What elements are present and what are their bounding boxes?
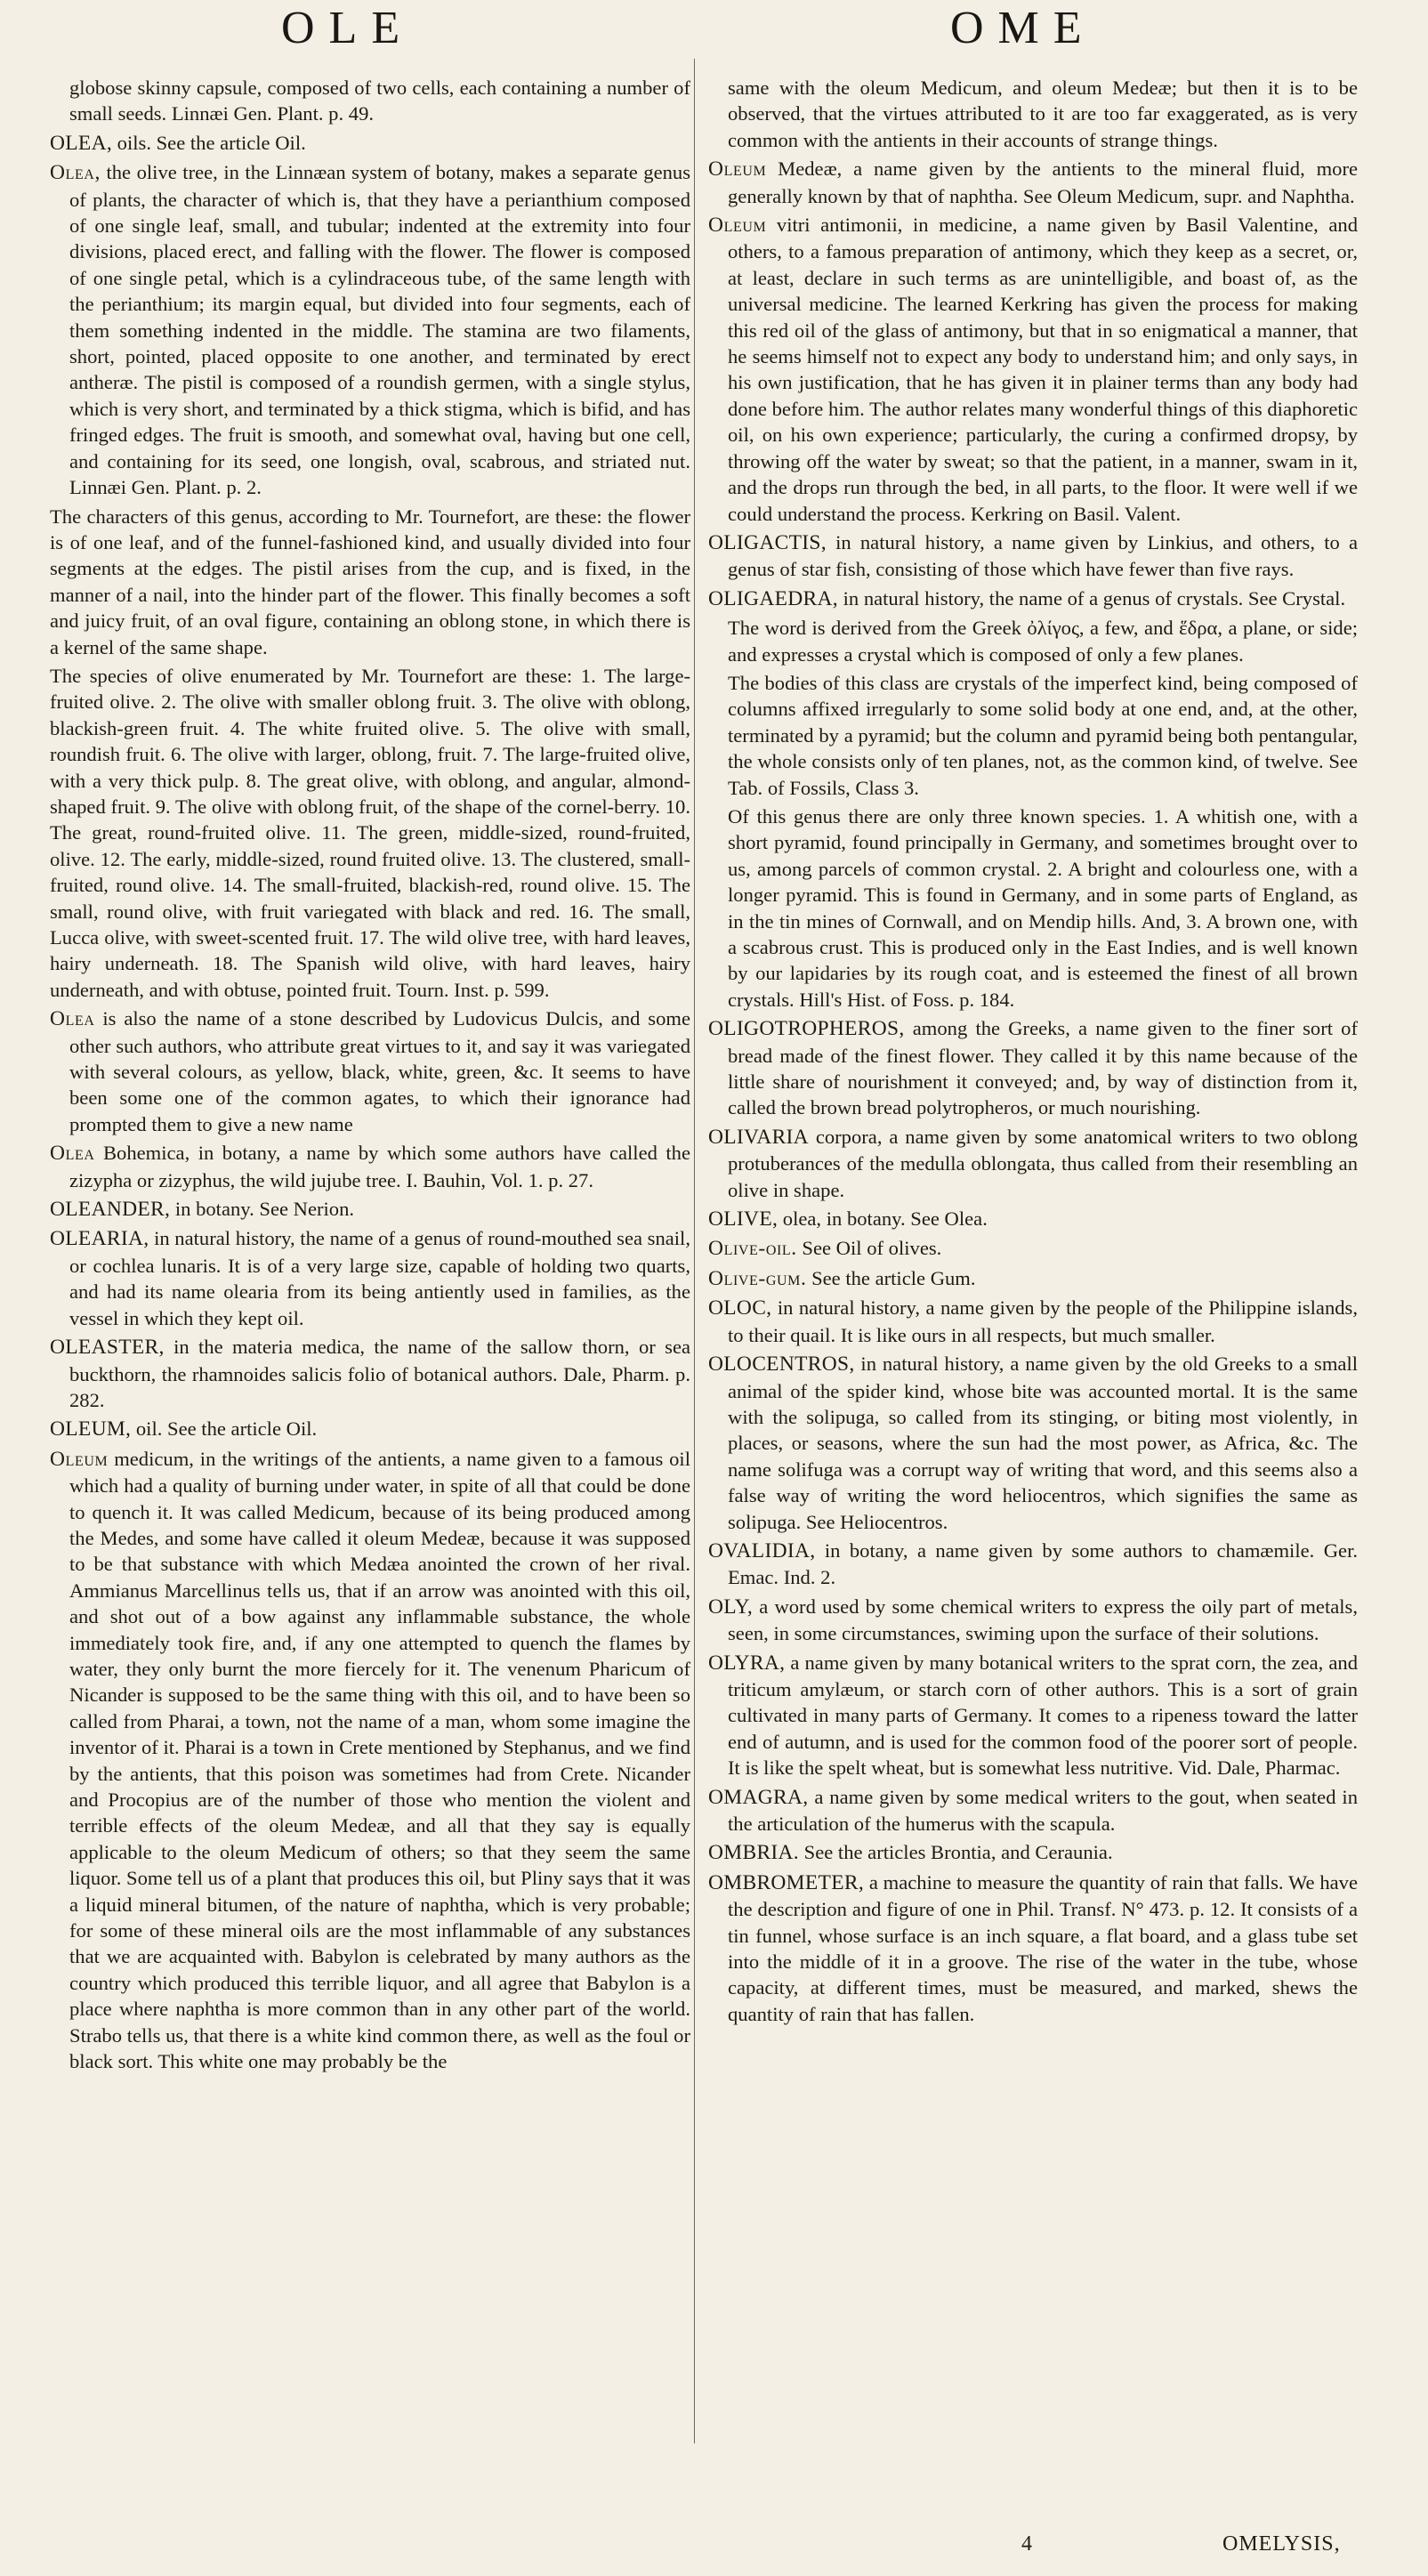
dictionary-entry xyxy=(708,1869,1358,2027)
entry-text: corpora, a name given by some anatomical writers to two oblong protuberances of the medulla oblongata, thus called from their resembling an olive in shape. xyxy=(728,1125,1358,1201)
entry-headword: OMBRIA. xyxy=(708,1841,799,1865)
dictionary-entry xyxy=(708,803,1358,1013)
entry-text: in the materia medica, the name of the sallow thorn, or sea buckthorn, the rhamnoides salicis folio of botanical authors. Dale, Pharm. p. 282. xyxy=(69,1336,690,1411)
dictionary-entry xyxy=(708,529,1358,583)
dictionary-entry xyxy=(708,1295,1358,1348)
entry-text: The species of olive enumerated by Mr. Tournefort are these: 1. The large-fruited olive. 2. The olive with smaller oblong fruit. 3. The olive with oblong, blackish-green fruit. 4. The white fruited olive. 5. The olive with small, roundish fruit. 6. The olive with larger, oblong, fruit. 7. The large-fruited olive, with a very thick pulp. 8. The great olive, with oblong, and angular, almond-shaped fruit. 9. The olive with oblong fruit, of the shape of the cornel-berry. 10. The great, round-fruited olive. 11. The green, middle-sized, round-fruited, olive. 12. The early, middle-sized, round fruited olive. 13. The clustered, small-fruited, round olive. 14. The small-fruited, blackish-red, round olive. 15. The small, round olive, with fruit variegated with black and red. 16. The small, Lucca olive, with sweet-scented fruit. 17. The wild olive tree, with hard leaves, hairy underneath. 18. The Spanish wild olive, with hard leaves, hairy underneath, and with obtuse, pointed fruit. Tourn. Inst. p. 599. xyxy=(50,664,690,1001)
running-header xyxy=(0,0,1428,62)
dictionary-entry xyxy=(50,75,690,127)
dictionary-entry xyxy=(50,1416,690,1442)
entry-text: The word is derived from the Greek ὀλίγος, a few, and ἕδρα, a plane, or side; and expresses a crystal which is composed of only a few planes. xyxy=(728,617,1358,666)
dictionary-entry xyxy=(708,1784,1358,1837)
entry-headword: Oleum xyxy=(708,214,767,238)
entry-text: in natural history, a name given by Linkius, and others, to a genus of star fish, consisting of those which have fewer than five rays. xyxy=(728,530,1358,581)
entry-text: in natural history, the name of a genus of round-mouthed sea snail, or cochlea lunaris. It is of a very large size, capable of holding two quarts, and had its name olearia from its being antiently used in families, as the vessel in which they kept oil. xyxy=(69,1227,690,1329)
left-column xyxy=(50,75,690,2077)
entry-text: in natural history, a name given by the people of the Philippine islands, to their quail. It is like ours in all respects, but much smaller. xyxy=(728,1296,1358,1346)
entry-headword: OLEUM, xyxy=(50,1417,132,1441)
entry-headword: Olive-gum. xyxy=(708,1266,807,1290)
entry-text: a name given by many botanical writers to the sprat corn, the zea, and triticum amylæum, or starch corn of other authors. This is a sort of grain cultivated in many parts of Germany. It comes to a ripeness toward the latter end of autumn, and is used for the common food of the poorer sort of people. It is like the spelt wheat, but is somewhat less nutritive. Vid. Dale, Pharmac. xyxy=(728,1651,1358,1780)
entry-headword: OLIGAEDRA, xyxy=(708,586,838,610)
entry-headword: OMBROMETER, xyxy=(708,1870,864,1894)
dictionary-entry xyxy=(708,75,1358,153)
dictionary-entry xyxy=(50,504,690,660)
entry-text: globose skinny capsule, composed of two cells, each containing a number of small seeds. Linnæi Gen. Plant. p. 49. xyxy=(69,77,690,125)
right-column xyxy=(708,75,1358,2030)
dictionary-entry xyxy=(708,670,1358,801)
entry-text: olea, in botany. See Olea. xyxy=(778,1207,988,1231)
dictionary-entry xyxy=(708,1265,1358,1292)
entry-text: in botany. See Nerion. xyxy=(170,1198,355,1221)
dictionary-entry xyxy=(708,1124,1358,1203)
dictionary-entry xyxy=(708,615,1358,667)
entry-headword: OLIVE, xyxy=(708,1207,779,1231)
dictionary-entry xyxy=(708,1538,1358,1591)
entry-text: the olive tree, in the Linnæan system of botany, makes a separate genus of plants, the character of which is, that they have a perianthium composed of one single leaf, small, and tubular; indented at the extremity into four divisions, placed erect, and falling with the flower. The flower is composed of one single petal, which is a cylindraceous tube, of the same length with the perianthium; its margin equal, but divided into four segments, each of them something indented in the middle. The stamina are two filaments, short, pointed, placed opposite to one another, and terminated by erect antheræ. The pistil is composed of a roundish germen, with a single stylus, which is very short, and terminated by a thick stigma, which is bifid, and has fringed edges. The fruit is smooth, and somewhat oval, having but one cell, and containing for its seed, one longish, oval, scabrous, and striated nut. Linnæi Gen. Plant. p. 2. xyxy=(69,161,690,499)
entry-text: a name given by some medical writers to the gout, when seated in the articulation of the humerus with the scapula. xyxy=(728,1785,1358,1835)
entry-headword: OLOC, xyxy=(708,1296,772,1320)
entry-text: vitri antimonii, in medicine, a name given by Basil Valentine, and others, to a famous preparation of antimony, which they keep as a secret, or, at least, declare in such terms as are unintelligible, and boast of, as the universal medicine. The learned Kerkring has given the process for making this red oil of the glass of antimony, but that in so enigmatical a manner, that he seems himself not to expect any body to understand him; and only says, in his own justification, that he has given it in plainer terms than any body had done before him. The author relates many wonderful things of this diaphoretic oil, on his own experience; particularly, the curing a confirmed dropsy, by throwing off the water by sweat; so that the patient, in a manner, swam in it, and the drops run through the bed, in all parts, to the floor. It were well if we could understand the process. Kerkring on Basil. Valent. xyxy=(728,214,1358,525)
dictionary-entry xyxy=(50,1334,690,1413)
entry-headword: Olea xyxy=(50,1007,95,1031)
entry-text: among the Greeks, a name given to the finer sort of bread made of the finest flower. They called it by this name because of the little share of nourishment it conveyed; and, by way of distinction from it, called the brown bread polytropheros, or much nourishing. xyxy=(728,1017,1358,1119)
entry-text: oil. See the article Oil. xyxy=(131,1417,318,1441)
entry-headword: OLIGACTIS, xyxy=(708,530,827,554)
dictionary-entry xyxy=(708,1594,1358,1647)
entry-text: See Oil of olives. xyxy=(796,1237,942,1260)
dictionary-entry xyxy=(50,1196,690,1223)
dictionary-entry xyxy=(708,1015,1358,1121)
dictionary-entry xyxy=(708,585,1358,612)
entry-headword: OLEANDER, xyxy=(50,1198,171,1222)
entry-text: in botany, a name given by some authors to chamæmile. Ger. Emac. Ind. 2. xyxy=(728,1538,1358,1589)
dictionary-entry xyxy=(50,1446,690,2075)
entry-text: oils. See the article Oil. xyxy=(112,131,306,154)
dictionary-entry xyxy=(708,156,1358,209)
entry-headword: OLIVARIA xyxy=(708,1125,809,1149)
dictionary-entry xyxy=(50,159,690,500)
entry-headword: OLOCENTROS, xyxy=(708,1353,855,1377)
entry-headword: Oleum xyxy=(50,1447,109,1471)
column-divider xyxy=(694,59,695,2443)
entry-headword: OLEA, xyxy=(50,131,113,155)
entry-text: See the articles Brontia, and Ceraunia. xyxy=(799,1841,1113,1864)
entry-text: same with the oleum Medicum, and oleum Medeæ; but then it is to be observed, that the virtues attributed to it are too far exaggerated, as is very common with the antients in their accounts of strange things. xyxy=(728,77,1358,151)
entry-text: See the article Gum. xyxy=(806,1266,976,1289)
entry-headword: OLYRA, xyxy=(708,1651,786,1675)
entry-headword: Olive-oil. xyxy=(708,1237,797,1261)
entry-text: a word used by some chemical writers to express the oily part of metals, seen, in some circumstances, swiming upon the surface of their solutions. xyxy=(728,1595,1358,1645)
entry-headword: OLEARIA, xyxy=(50,1227,149,1251)
entry-headword: Olea xyxy=(50,1142,95,1166)
entry-text: Medeæ, a name given by the antients to the mineral fluid, more generally known by that of naphtha. See Oleum Medicum, supr. and Naphtha. xyxy=(728,157,1358,207)
dictionary-entry xyxy=(708,1650,1358,1781)
entry-text: a machine to measure the quantity of rain that falls. We have the description and figure of one in Phil. Transf. N° 473. p. 12. It consists of a tin funnel, whose surface is an inch square, a flat board, and a glass tube set into the middle of it in a groove. The rise of the water in the tube, whose capacity, at different times, must be measured, and marked, shews the quantity of rain that has fallen. xyxy=(728,1870,1358,2025)
dictionary-entry xyxy=(708,1351,1358,1535)
dictionary-entry xyxy=(50,1225,690,1331)
entry-text: Bohemica, in botany, a name by which some authors have called the zizypha or zizyphus, the wild jujube tree. I. Bauhin, Vol. 1. p. 27. xyxy=(69,1142,690,1191)
entry-text: in natural history, a name given by the old Greeks to a small animal of the spider kind, whose bite was accounted mortal. It is the same with the solipuga, so called from its stinging, or biting most violently, in places, or seasons, where the sun had the most power, as Africa, &c. The name solifuga was a corrupt way of writing that word, and this seems also a false way of writing the word heliocentros, which signifies the same as solipuga. See Heliocentros. xyxy=(728,1353,1358,1533)
entry-headword: OVALIDIA, xyxy=(708,1538,816,1563)
entry-headword: OMAGRA, xyxy=(708,1785,809,1809)
dictionary-entry xyxy=(708,1206,1358,1232)
entry-headword: Oleum xyxy=(708,157,767,182)
header-right-term: OME xyxy=(950,3,1096,53)
entry-text: in natural history, the name of a genus of crystals. See Crystal. xyxy=(837,586,1346,610)
entry-text: The characters of this genus, according to Mr. Tournefort, are these: the flower is of one leaf, and of the funnel-fashioned kind, and usually divided into four segments at the edges. The pistil arises from the cup, and is fixed, in the manner of a nail, into the hinder part of the flower. This finally becomes a soft and juicy fruit, of an oval figure, containing an oblong stone, in which there is a kernel of the same shape. xyxy=(50,505,690,658)
entry-headword: OLEASTER, xyxy=(50,1336,165,1360)
dictionary-entry xyxy=(708,212,1358,527)
dictionary-entry xyxy=(50,1005,690,1137)
entry-headword: OLIGOTROPHEROS, xyxy=(708,1017,905,1041)
catchword: OMELYSIS, xyxy=(1222,2532,1341,2556)
entry-text: The bodies of this class are crystals of the imperfect kind, being composed of columns affixed irregularly to some solid body at one end, and, at the other, terminated by a pyramid; but the column and pyramid being both pentangular, the whole consists only of ten planes, not, as the common kind, of twelve. See Tab. of Fossils, Class 3. xyxy=(728,671,1358,799)
entry-headword: Olea, xyxy=(50,161,101,185)
dictionary-entry xyxy=(708,1839,1358,1866)
dictionary-entry xyxy=(708,1235,1358,1262)
page-number: 4 xyxy=(1021,2532,1032,2556)
entry-text: medicum, in the writings of the antients, a name given to a famous oil which had a quality of burning under water, in spite of all that could be done to quench it. It was called Medicum, because of its being produced among the Medes, and some have called it oleum Medeæ, because it was supposed to be that substance with which Medæa anointed the crown of her rival. Ammianus Marcellinus tells us, that if an arrow was anointed with this oil, and shot out of a bow against any inflammable substance, the whole immediately took fire, and, if any one attempted to quench the flames by water, they only burnt the more fiercely for it. The venenum Pharicum of Nicander is supposed to be the same thing with this oil, and to have been so called from Pharai, a town, not the name of a man, whom some imagine the inventor of it. Pharai is a town in Crete mentioned by Stephanus, and we find by the antients, that this poison was sometimes had from Crete. Nicander and Procopius are of the number of those who mention the violent and terrible effects of the oleum Medeæ, and all that they say is equally applicable to the oleum Medicum of others; so that they seem the same liquor. Some tell us of a plant that produces this oil, but Pliny says that it was a liquid mineral bitumen, of the nature of naphtha, which is very probable; for some of these mineral oils are the most inflammable of any substances that we are acquainted with. Babylon is celebrated by many authors as the country which produced this terrible liquor, and all agree that Babylon is a place where naphtha is more common than in any other part of the world. Strabo tells us, that there is a white kind common there, as well as the foul or black sort. This white one may probably be the xyxy=(69,1447,690,2073)
entry-text: Of this genus there are only three known species. 1. A whitish one, with a short pyramid, found principally in Germany, and sometimes brought over to us, among parcels of common crystal. 2. A bright and colourless one, with a longer pyramid. This is found in Germany, and in some parts of England, as in the tin mines of Cornwall, and on Mendip hills. And, 3. A brown one, with a scabrous crust. This is produced only in the East Indies, and is well known by our lapidaries by its rough coat, and is esteemed the finest of all brown crystals. Hill's Hist. of Foss. p. 184. xyxy=(728,804,1358,1011)
header-left-term: OLE xyxy=(281,3,415,53)
dictionary-entry xyxy=(50,663,690,1003)
entry-text: is also the name of a stone described by Ludovicus Dulcis, and some other such authors, who attribute great virtues to it, and say it was variegated with several colours, as yellow, black, white, green, &c. It seems to have been some one of the common agates, to which their ignorance had prompted them to give a new name xyxy=(69,1007,690,1135)
page-footer xyxy=(0,2532,1428,2568)
entry-headword: OLY, xyxy=(708,1595,753,1619)
dictionary-entry xyxy=(50,130,690,157)
dictionary-entry xyxy=(50,1140,690,1193)
